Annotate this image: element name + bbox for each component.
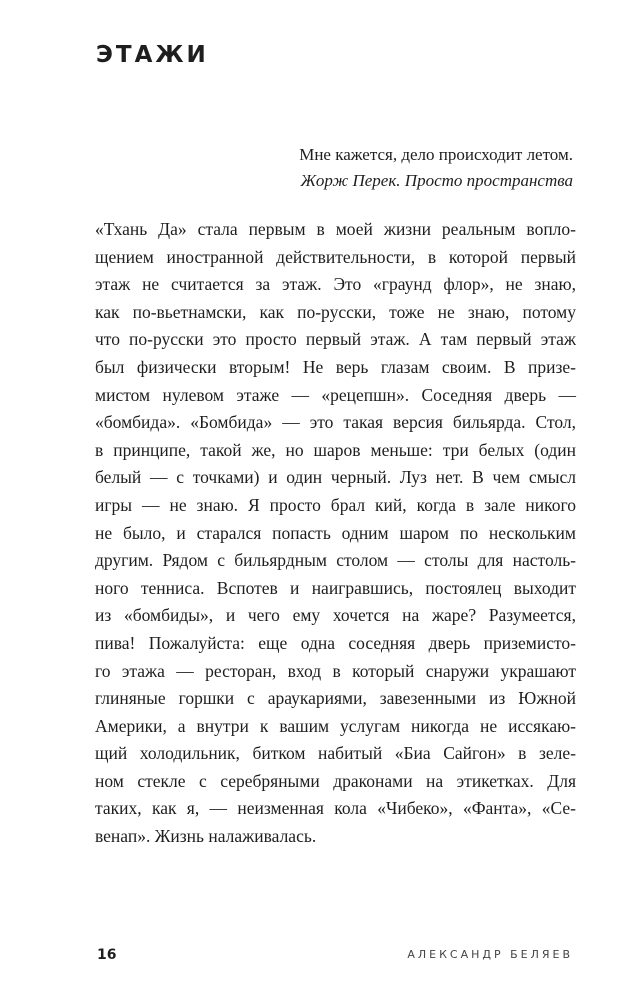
body-line: игры — не знаю. Я просто брал кий, когда в зале никого [95,494,576,515]
body-line: этаж не считается за этаж. Это «граунд флор», не знаю, [95,274,576,295]
running-footer-author: АЛЕКСАНДР БЕЛЯЕВ [407,948,573,961]
body-line: «Тхань Да» стала первым в моей жизни реальным вопло- [95,219,576,239]
body-line: не было, и старался попасть одним шаром по нескольким [95,522,576,543]
body-line: щий холодильник, битком набитый «Биа Сайгон» в зеле- [95,743,576,764]
body-line: другим. Рядом с бильярдным столом — столы для настоль- [95,550,576,571]
body-line: щением иностранной действительности, в которой первый [95,246,576,267]
body-line: го этажа — ресторан, вход в который снаружи украшают [95,660,576,681]
chapter-title: ЭТАЖИ [96,42,209,68]
body-line: «бомбида». «Бомбида» — это такая версия бильярда. Стол, [95,412,576,433]
body-line: глиняные горшки с араукариями, завезенными из Южной [95,688,576,709]
body-line: ного тенниса. Вспотев и наигравшись, постоялец выходит [95,577,576,598]
body-line: пива! Пожалуйста: еще одна соседняя дверь приземисто- [95,632,576,653]
body-line: был физически вторым! Не верь глазам своим. В призе- [95,356,576,377]
epigraph-quote: Мне кажется, дело происходит летом. [299,145,573,164]
body-line: белый — с точками) и один черный. Луз нет. В чем смысл [95,467,576,488]
body-line: что по-русски это просто первый этаж. А там первый этаж [95,329,576,350]
body-text [95,216,576,851]
body-line: Америки, а внутри к вашим услугам никогда не иссякаю- [95,715,576,736]
epigraph-source: Жорж Перек. Просто пространства [300,171,573,190]
body-line: мистом нулевом этаже — «рецепшн». Соседняя дверь — [95,384,576,405]
epigraph [299,142,573,194]
body-line: венап». Жизнь налаживалась. [95,826,317,847]
body-line: в принципе, такой же, но шаров меньше: три белых (один [95,439,576,460]
body-line: из «бомбиды», и чего ему хочется на жаре? Разумеется, [95,605,576,626]
body-line: как по-вьетнамски, как по-русски, тоже не знаю, потому [95,301,576,322]
page-number: 16 [97,947,117,963]
body-line: таких, как я, — неизменная кола «Чибеко», «Фанта», «Се- [95,798,576,819]
body-line: ном стекле с серебряными драконами на этикетках. Для [95,770,576,791]
